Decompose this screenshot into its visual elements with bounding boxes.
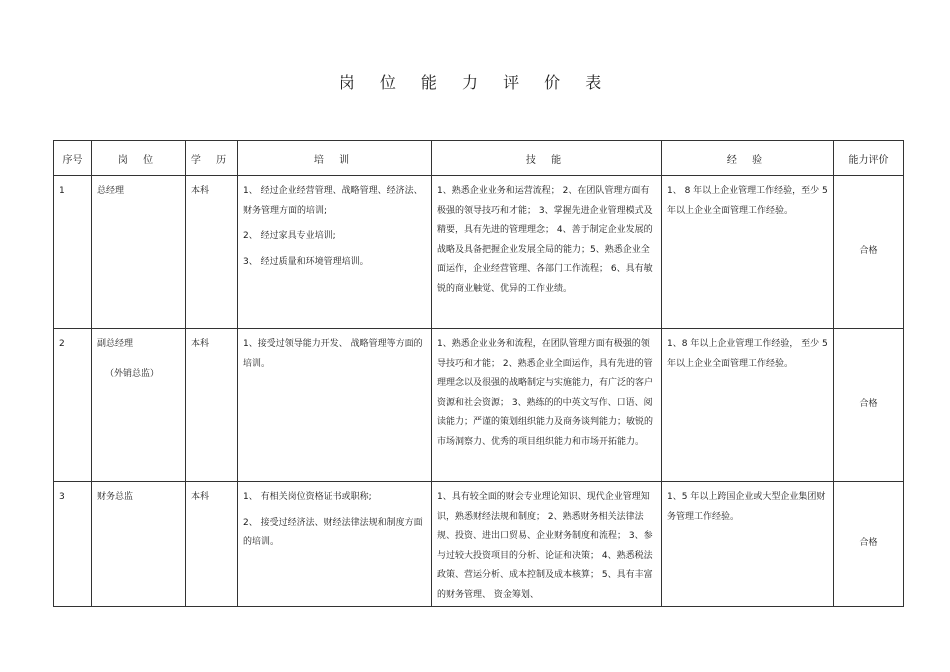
table-row [54,482,904,607]
evaluation-table [53,140,904,607]
row-training [238,176,432,329]
row-training [238,482,432,607]
row-experience: 1、5 年以上跨国企业或大型企业集团财务管理工作经验。 [662,482,834,607]
position-note: （外销总监） [105,368,160,379]
row-rating: 合格 [834,329,904,482]
row-skills [432,482,662,607]
row-position [92,176,186,329]
row-no: 2 [54,329,92,482]
skills-text: 1、具有较全面的财会专业理论知识、现代企业管理知识，熟悉财经法规和制度； 2、熟悉财务相关法律法规、投资、进出口贸易、企业财务制度和流程； 3、参与过较大投资项目的分析、论证和决策； 4、熟悉税法政策、营运分析、成本控制及成本核算； 5、具有丰富的财务管理、 资金筹划、 [437,492,653,600]
header-no: 序号 [54,141,92,176]
header-training: 培 训 [238,141,432,176]
row-position [92,329,186,482]
table-header-row [54,141,904,176]
row-position [92,482,186,607]
position-name: 副总经理 [97,339,134,349]
row-rating: 合格 [834,482,904,607]
row-no: 3 [54,482,92,607]
header-skills: 技 能 [432,141,662,176]
training-item: 2、 经过家具专业培训; [243,231,336,241]
table-row [54,176,904,329]
row-education: 本科 [186,482,238,607]
row-experience: 1、8 年以上企业管理工作经验， 至少 5 年以上企业全面管理工作经验。 [662,329,834,482]
header-rating: 能力评价 [834,141,904,176]
row-skills: 1、熟悉企业业务和运营流程； 2、在团队管理方面有极强的领导技巧和才能； 3、掌握先进企业管理模式及精要，具有先进的管理理念； 4、善于制定企业发展的战略及具备把握企业发展全局的能力；5、熟悉企业全面运作，企业经营管理、各部门工作流程； 6、具有敏锐的商业触觉、优异的工作业绩。 [432,176,662,329]
row-rating: 合格 [834,176,904,329]
header-education: 学 历 [186,141,238,176]
training-item: 3、 经过质量和环境管理培训。 [243,256,369,267]
row-no: 1 [54,176,92,329]
training-item: 2、 接受过经济法、财经法律法规和制度方面的培训。 [243,517,423,547]
position-name: 财务总监 [97,492,134,502]
training-item: 1、接受过领导能力开发、 战略管理等方面的培训。 [243,339,423,369]
row-training [238,329,432,482]
position-name: 总经理 [97,186,125,196]
header-position: 岗 位 [92,141,186,176]
page-title: 岗 位 能 力 评 价 表 [338,73,612,92]
row-experience: 1、 8 年以上企业管理工作经验，至少 5 年以上企业全面管理工作经验。 [662,176,834,329]
training-item: 1、 经过企业经营管理、战略管理、经济法、财务管理方面的培训; [243,186,423,216]
training-item: 1、 有相关岗位资格证书或职称; [243,492,372,502]
row-skills: 1、熟悉企业业务和流程，在团队管理方面有极强的领导技巧和才能； 2、熟悉企业全面运作，具有先进的管理理念以及很强的战略制定与实施能力，有广泛的客户资源和社会资源； 3、熟练的的中英文写作、口语、阅读能力；严谨的策划组织能力及商务谈判能力；敏锐的市场洞察力、优秀的项目组织能力和市场开拓能力。 [432,329,662,482]
table-row [54,329,904,482]
row-education: 本科 [186,329,238,482]
row-education: 本科 [186,176,238,329]
header-experience: 经 验 [662,141,834,176]
